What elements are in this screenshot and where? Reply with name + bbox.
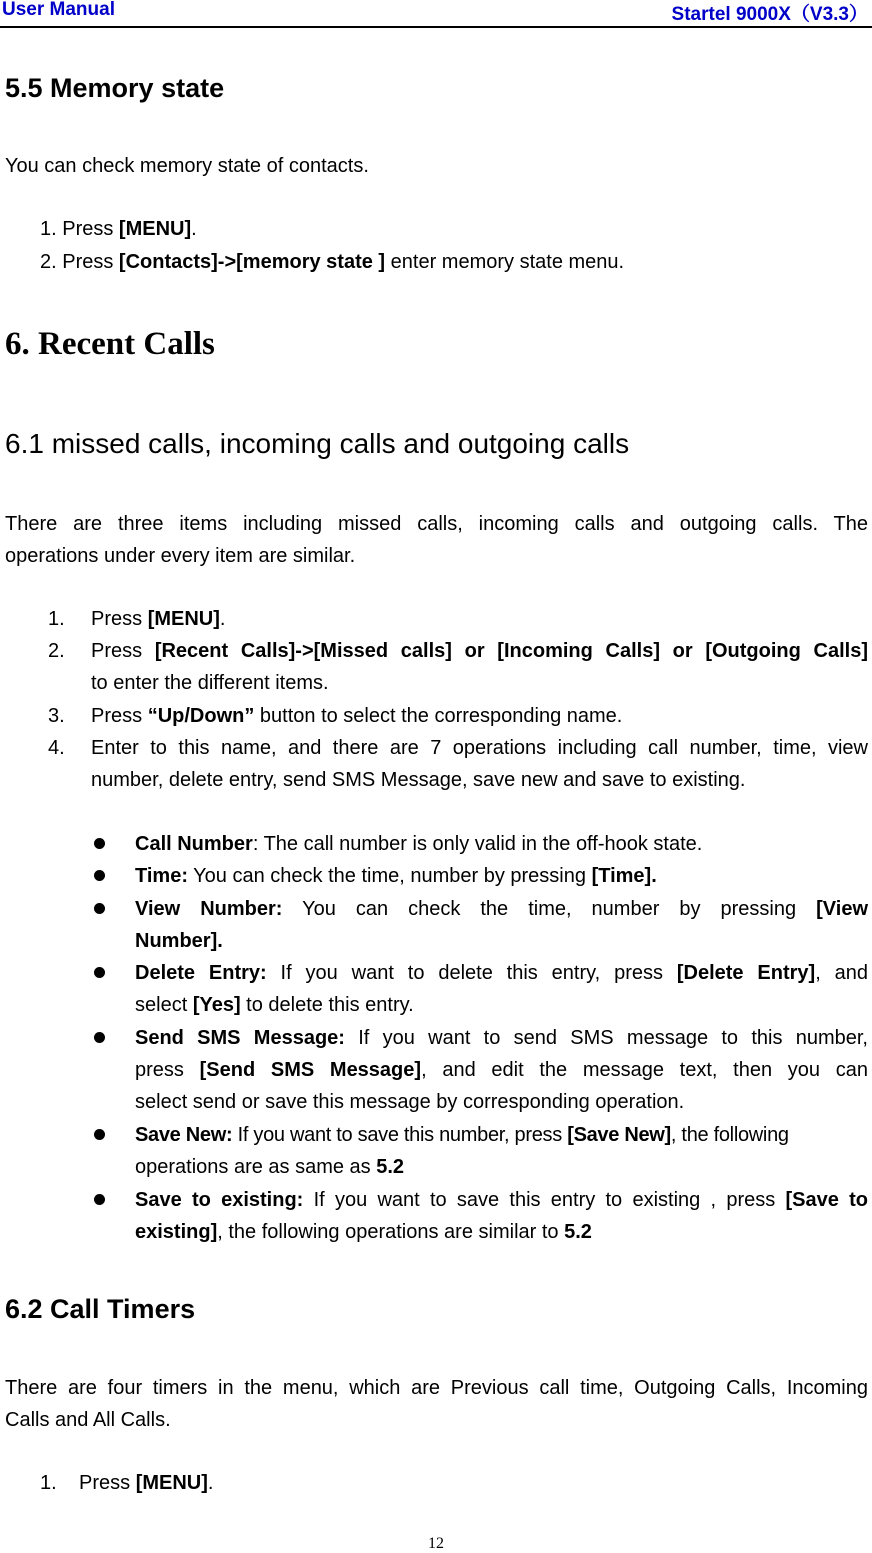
section-6-2-title: 6.2 Call Timers xyxy=(5,1294,196,1324)
s61-step-1: Press [MENU]. xyxy=(91,608,226,630)
s61-step-3-number: 3. xyxy=(48,705,65,727)
s61-step-1-number: 1. xyxy=(48,608,65,630)
bullet-view-number-cont: Number]. xyxy=(135,930,223,952)
bullet-delete-entry: Delete Entry: If you want to delete this entry, press [Delete Entry], and xyxy=(135,962,868,984)
section-6-1-title: 6.1 missed calls, incoming calls and outgoing calls xyxy=(5,428,630,459)
s55-step-1: 1. Press [MENU]. xyxy=(40,218,197,240)
bullet-dot xyxy=(94,1032,105,1043)
s61-intro-line-1: There are three items including missed calls, incoming calls and outgoing calls. The xyxy=(5,513,868,535)
bullet-dot xyxy=(94,838,105,849)
s62-intro-line-2: Calls and All Calls. xyxy=(5,1409,171,1431)
bullet-send-sms: Send SMS Message: If you want to send SMS message to this number, xyxy=(135,1027,868,1049)
bullet-dot xyxy=(94,1129,105,1140)
bullet-save-new-cont: operations are as same as 5.2 xyxy=(135,1156,405,1178)
s61-step-4-number: 4. xyxy=(48,737,65,759)
s61-step-4: Enter to this name, and there are 7 operations including call number, time, view xyxy=(91,737,868,759)
s61-step-2: Press [Recent Calls]->[Missed calls] or [Incoming Calls] or [Outgoing Calls] xyxy=(91,640,868,662)
bullet-save-to-existing-cont: existing], the following operations are similar to 5.2 xyxy=(135,1221,592,1243)
page-header xyxy=(0,0,872,28)
page-number: 12 xyxy=(428,1535,444,1552)
bullet-save-to-existing: Save to existing: If you want to save this entry to existing , press [Save to xyxy=(135,1189,868,1211)
bullet-delete-entry-cont: select [Yes] to delete this entry. xyxy=(135,994,414,1016)
bullet-dot xyxy=(94,870,105,881)
header-left: User Manual xyxy=(2,0,115,20)
bullet-view-number: View Number: You can check the time, number by pressing [View xyxy=(135,898,868,920)
s61-step-2-cont: to enter the different items. xyxy=(91,672,329,694)
bullet-save-new: Save New: If you want to save this number, press [Save New], the following xyxy=(135,1124,789,1146)
s61-step-2-number: 2. xyxy=(48,640,65,662)
s62-step-1-number: 1. xyxy=(40,1472,57,1494)
s61-step-3: Press “Up/Down” button to select the corresponding name. xyxy=(91,705,623,727)
bullet-send-sms-cont-2: select send or save this message by corresponding operation. xyxy=(135,1091,685,1113)
s61-step-4-cont: number, delete entry, send SMS Message, save new and save to existing. xyxy=(91,769,746,791)
bullet-send-sms-cont: press [Send SMS Message], and edit the message text, then you can xyxy=(135,1059,868,1081)
section-5-5-intro: You can check memory state of contacts. xyxy=(5,155,369,177)
bullet-call-number: Call Number: The call number is only valid in the off-hook state. xyxy=(135,833,703,855)
bullet-dot xyxy=(94,967,105,978)
bullet-time: Time: You can check the time, number by pressing [Time]. xyxy=(135,865,657,887)
chapter-6-title: 6. Recent Calls xyxy=(5,326,215,362)
header-right: Startel 9000X（V3.3） xyxy=(671,4,868,25)
bullet-dot xyxy=(94,903,105,914)
bullet-dot xyxy=(94,1194,105,1205)
section-5-5-title: 5.5 Memory state xyxy=(5,73,225,103)
s55-step-2: 2. Press [Contacts]->[memory state ] enter memory state menu. xyxy=(40,251,625,273)
s62-intro-line-1: There are four timers in the menu, which are Previous call time, Outgoing Calls, Incoming xyxy=(5,1377,868,1399)
s62-step-1: Press [MENU]. xyxy=(79,1472,214,1494)
s61-intro-line-2: operations under every item are similar. xyxy=(5,545,356,567)
